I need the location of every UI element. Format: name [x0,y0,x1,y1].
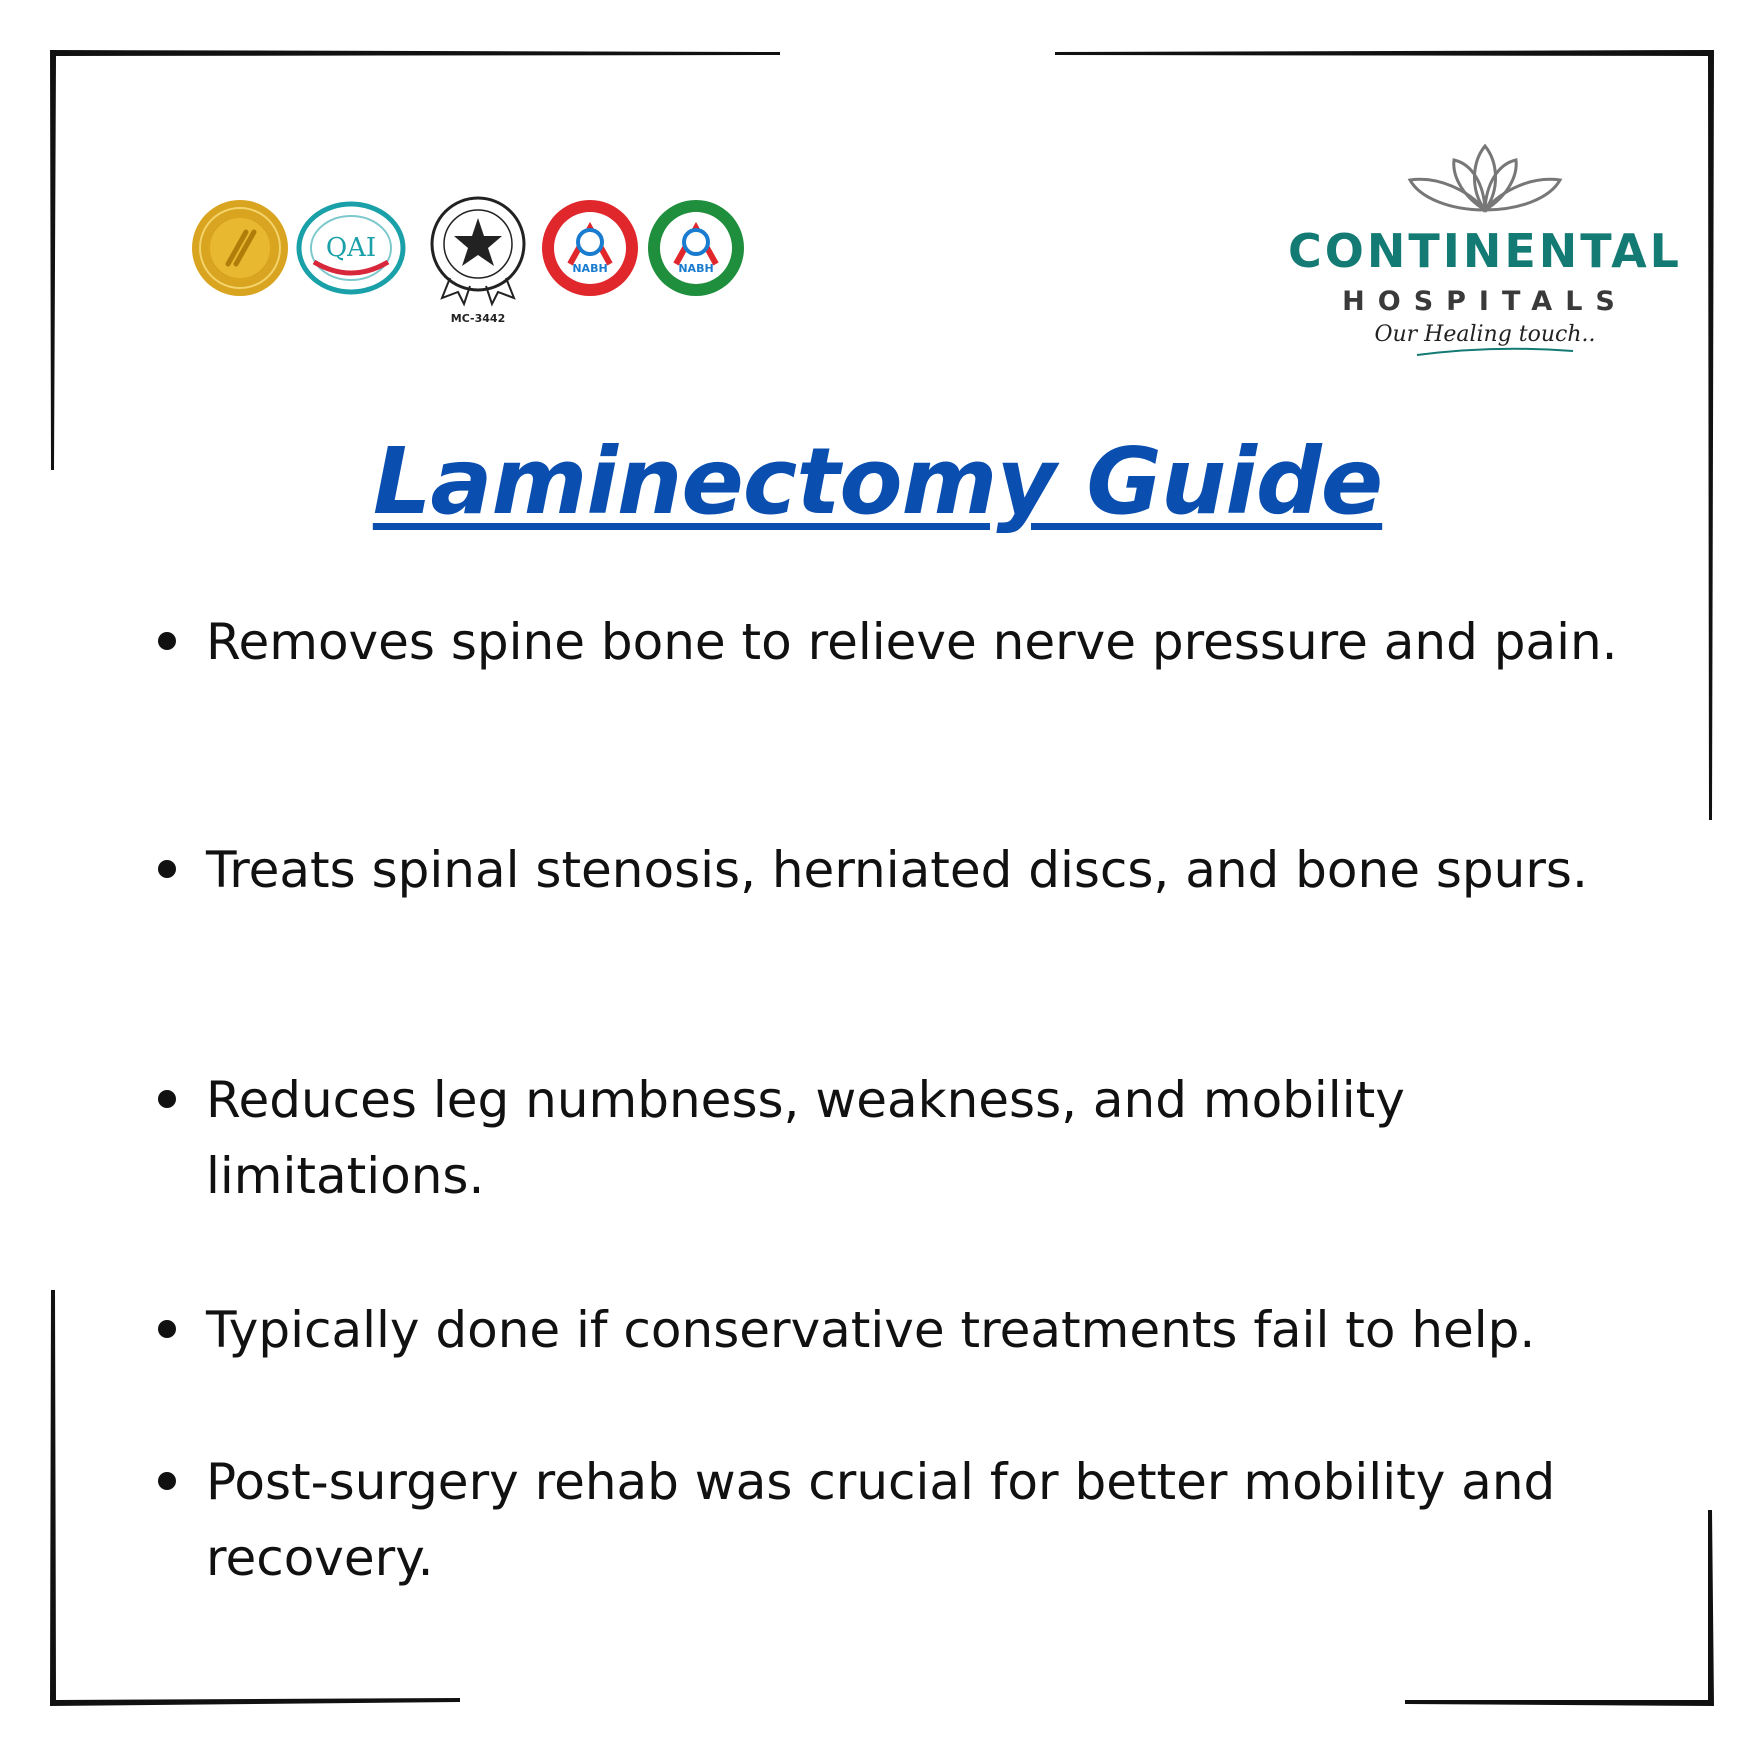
list-item-text: Removes spine bone to relieve nerve pressure and pain. [206,613,1618,671]
jci-seal-icon [190,198,290,298]
lotus-icon [1380,140,1590,220]
list-item-text: Reduces leg numbness, weakness, and mobility limitations. [206,1071,1405,1205]
brand-subtitle: HOSPITALS [1342,286,1628,317]
accreditation-badges [190,198,750,338]
nabh-nursing-icon [646,198,746,298]
qai-certified-icon [296,198,406,298]
list-item-text: Treats spinal stenosis, herniated discs, and bone spurs. [206,841,1588,899]
nabl-mc-icon [428,192,528,332]
bullet-icon [158,1090,176,1108]
qai-badge-text: QAI [325,233,377,263]
bullet-icon [158,1472,176,1490]
list-item-text: Post-surgery rehab was crucial for better mobility and recovery. [206,1453,1556,1587]
continental-hospitals-logo [1285,140,1695,360]
list-item-text: Typically done if conservative treatments fail to help. [206,1301,1536,1359]
nabl-code-text: MC-3442 [450,312,506,325]
brand-tagline: Our Healing touch.. [1374,322,1596,347]
bullet-icon [158,860,176,878]
bullet-icon [158,1320,176,1338]
page-title: Laminectomy Guide [372,428,1383,535]
tagline-swoosh [1415,345,1575,357]
nabh-accredited-icon [540,198,640,298]
brand-name: CONTINENTAL [1288,224,1682,278]
bullet-icon [158,632,176,650]
nabh-red-text: NABH [572,262,608,275]
nabh-green-text: NABH [678,262,714,275]
